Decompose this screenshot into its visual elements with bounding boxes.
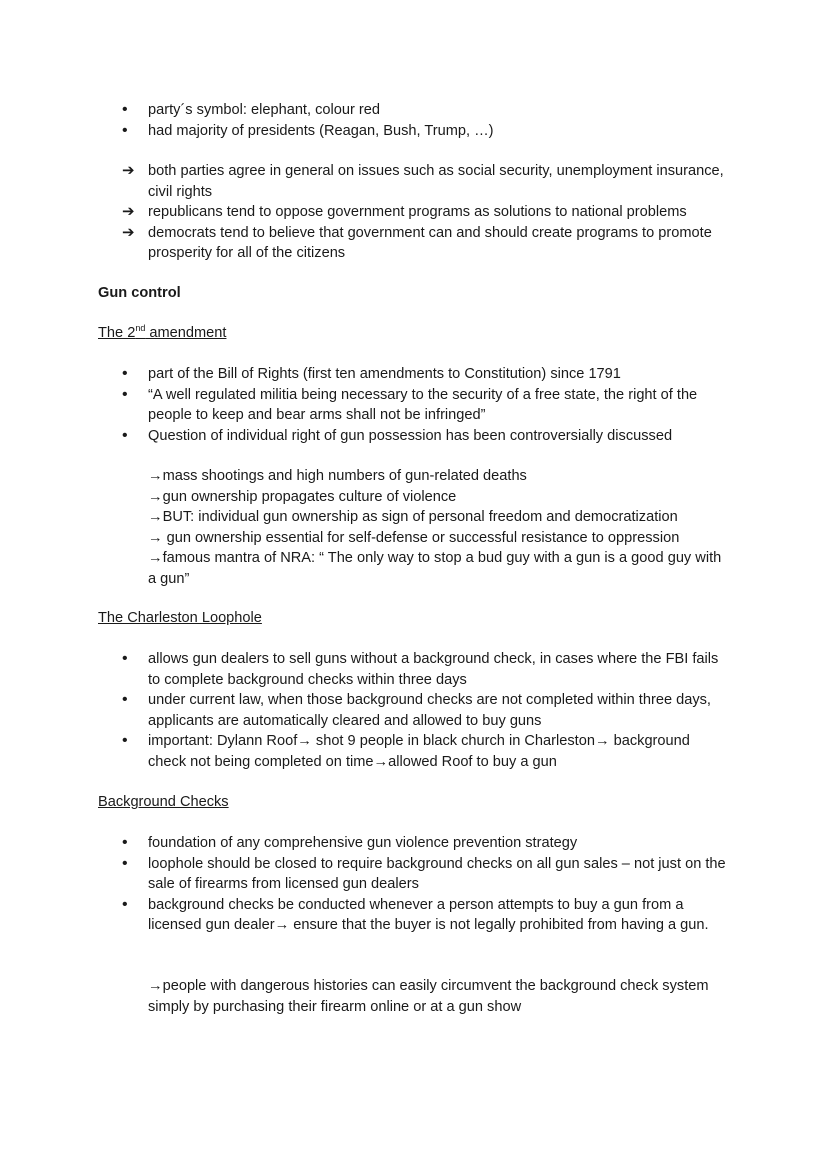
- note-line: →gun ownership propagates culture of violence: [148, 488, 457, 505]
- list-item: • under current law, when those background checks are not completed within three days, applicants are automatically cleared and allowed to buy guns: [0, 690, 828, 731]
- subheading-amendment: [98, 323, 226, 344]
- party-arrow-list: [0, 161, 828, 264]
- list-item: • “A well regulated militia being necessary to the security of a free state, the right of the people to keep and bear arms shall not be infringed”: [0, 385, 828, 426]
- arrow-icon: ➔: [122, 162, 135, 179]
- list-item: [0, 202, 828, 223]
- subheading-loophole: The Charleston Loophole: [98, 610, 262, 626]
- amendment-title-pre: The 2: [98, 325, 136, 341]
- list-item: • part of the Bill of Rights (first ten amendments to Constitution) since 1791: [0, 364, 828, 385]
- note-line: →mass shootings and high numbers of gun-related deaths: [148, 468, 527, 484]
- amendment-title-post: amendment: [145, 325, 227, 341]
- list-item: • had majority of presidents (Reagan, Bush, Trump, …): [0, 121, 828, 142]
- arrow-icon: ➔: [122, 203, 135, 220]
- section-heading-gun-control: Gun control: [98, 285, 181, 301]
- note-line: →famous mantra of NRA: “ The only way to stop a bud guy with a gun is a good guy with a gun”: [148, 550, 722, 587]
- list-item: • important: Dylann Roof→ shot 9 people in black church in Charleston→ background check not being completed on time→allowed Roof to buy a gun: [0, 731, 828, 772]
- list-item-text: both parties agree in general on issues such as social security, unemployment insurance, civil rights: [148, 163, 724, 200]
- subheading-background-checks: Background Checks: [98, 794, 229, 810]
- list-item-text: democrats tend to believe that government can and should create programs to promote prosperity for all of the citizens: [148, 224, 712, 261]
- checks-note: [148, 976, 732, 1017]
- party-bullet-list: [0, 100, 828, 141]
- list-item: • Question of individual right of gun possession has been controversially discussed: [0, 426, 828, 447]
- amendment-title-sup: nd: [135, 323, 146, 334]
- list-item: • loophole should be closed to require background checks on all gun sales – not just on the sale of firearms from licensed gun dealers: [0, 854, 828, 895]
- amendment-notes: [148, 466, 732, 589]
- list-item: • allows gun dealers to sell guns without a background check, in cases where the FBI fails to complete background checks within three days: [0, 649, 828, 690]
- list-item: • foundation of any comprehensive gun violence prevention strategy: [0, 833, 828, 854]
- loophole-bullet-list: [0, 649, 828, 772]
- note-line: → gun ownership essential for self-defense or successful resistance to oppression: [148, 529, 680, 546]
- list-item: • background checks be conducted whenever a person attempts to buy a gun from a licensed gun dealer→ ensure that the buyer is not legally prohibited from having a gun.: [0, 895, 828, 936]
- amendment-bullet-list: [0, 364, 828, 446]
- checks-bullet-list: [0, 833, 828, 936]
- list-item-text: republicans tend to oppose government programs as solutions to national problems: [148, 204, 687, 220]
- arrow-icon: ➔: [122, 223, 135, 241]
- note-line: →BUT: individual gun ownership as sign of personal freedom and democratization: [148, 509, 678, 525]
- list-item: • party´s symbol: elephant, colour red: [0, 100, 828, 121]
- note-line: →people with dangerous histories can easily circumvent the background check system simply by purchasing their firearm online or at a gun show: [148, 978, 709, 1015]
- list-item: [0, 223, 828, 264]
- list-item: [0, 161, 828, 202]
